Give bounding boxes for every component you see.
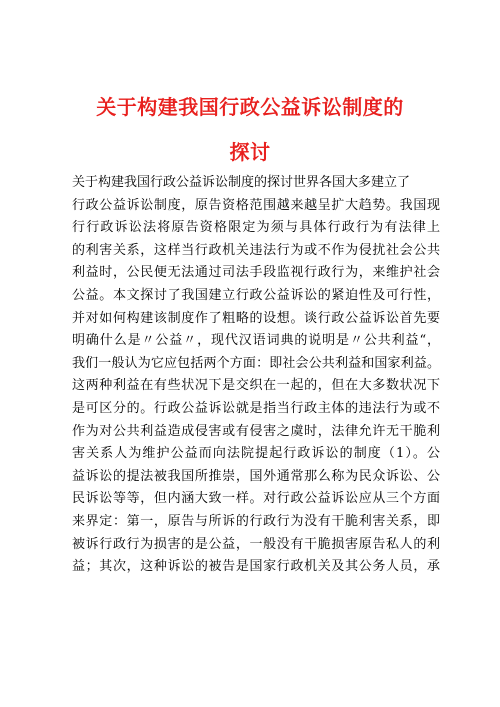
body-line: 我们一般认为它应包括两个方面：即社会公共利益和国家利益。 (72, 355, 440, 371)
body-line: 行行政诉讼法将原告资格限定为须与具体行政行为有法律上 (72, 220, 440, 236)
body-line: 来界定：第一，原告与所诉的行政行为没有干脆利害关系，即 (72, 513, 440, 529)
document-title-line-1: 关于构建我国行政公益诉讼制度的 (96, 95, 404, 119)
document-title-line-2: 探讨 (229, 140, 271, 164)
body-line: 是可区分的。行政公益诉讼就是指当行政主体的违法行为或不 (72, 400, 440, 416)
body-line: 民诉讼等等，但内涵大致一样。对行政公益诉讼应从三个方面 (72, 491, 440, 507)
body-line: 益诉讼的提法被我国所推崇，国外通常那么称为民众诉讼、公 (72, 468, 440, 484)
body-line: 利益时，公民便无法通过司法手段监视行政行为，来维护社会 (72, 265, 440, 281)
body-line: 这两种利益在有些状况下是交织在一起的，但在大多数状况下 (72, 378, 440, 394)
body-line: 害关系人为维护公益而向法院提起行政诉讼的制度（1）。公 (72, 446, 440, 462)
body-line: 行政公益诉讼制度，原告资格范围越来越呈扩大趋势。我国现 (72, 197, 440, 213)
body-line: 益；其次，这种诉讼的被告是国家行政机关及其公务人员，承 (72, 559, 440, 575)
body-line: 的利害关系，这样当行政机关违法行为或不作为侵扰社会公共 (72, 242, 440, 258)
body-line: 作为对公共利益造成侵害或有侵害之虞时，法律允许无干脆利 (72, 423, 440, 439)
body-line: 被诉行政行为损害的是公益，一般没有干脆损害原告私人的利 (72, 536, 440, 552)
document-body (72, 172, 440, 579)
body-line: 明确什么是〃公益〃，现代汉语词典的说明是〃公共利益“， (72, 333, 440, 349)
body-line: 并对如何构建该制度作了粗略的设想。谈行政公益诉讼首先要 (72, 310, 440, 326)
body-line: 关于构建我国行政公益诉讼制度的探讨世界各国大多建立了 (72, 175, 411, 190)
body-line: 公益。本文探讨了我国建立行政公益诉讼的紧迫性及可行性， (72, 287, 440, 303)
